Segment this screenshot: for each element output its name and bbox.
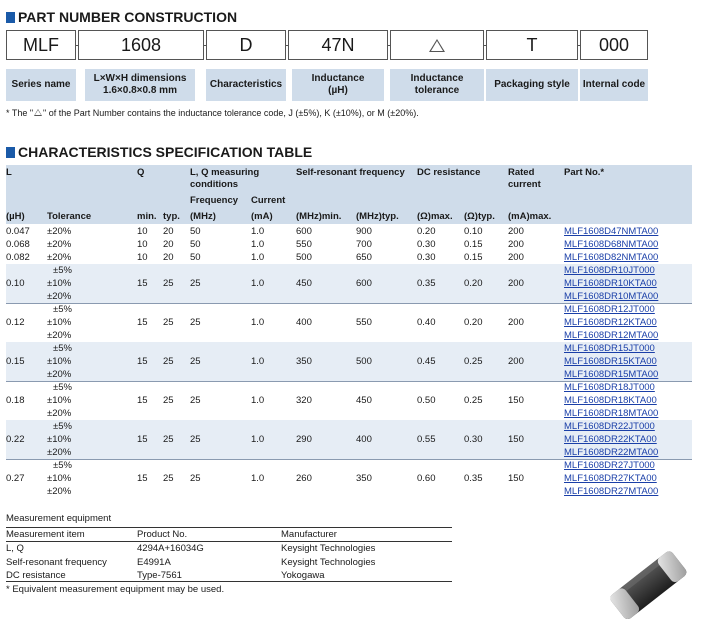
cell-l: 0.10 (6, 278, 25, 289)
measurement-header: Manufacturer (281, 529, 337, 540)
cell-srftyp: 650 (356, 252, 372, 263)
part-number-link[interactable]: MLF1608DR18JT000 (564, 382, 655, 393)
hdr-dcr: DC resistance (417, 167, 481, 178)
hdr-freq-unit: (MHz) (190, 211, 216, 222)
cell-srfmin: 450 (296, 278, 312, 289)
pn-title-text: PART NUMBER CONSTRUCTION (18, 9, 238, 25)
pn-note (6, 108, 419, 118)
cell-srfmin: 260 (296, 473, 312, 484)
cell-srfmin: 500 (296, 252, 312, 263)
cell-freq: 25 (190, 356, 201, 367)
cell-qtyp: 25 (163, 473, 174, 484)
cell-qmin: 10 (137, 226, 148, 237)
cell-freq: 50 (190, 252, 201, 263)
pn-label-0 (6, 69, 76, 101)
cell-srftyp: 500 (356, 356, 372, 367)
cell-dcrmax: 0.35 (417, 278, 436, 289)
measurement-note: * Equivalent measurement equipment may be used. (6, 584, 225, 595)
cell-rated: 200 (508, 317, 524, 328)
hdr-srf-min: (MHz)min. (296, 211, 342, 222)
part-number-link[interactable]: MLF1608DR22MTA00 (564, 447, 659, 458)
cell-qmin: 15 (137, 473, 148, 484)
cell-dcrtyp: 0.20 (464, 317, 483, 328)
part-number-link[interactable]: MLF1608DR22JT000 (564, 421, 655, 432)
cell-tolerance: ±20% (47, 486, 72, 497)
pn-section-title (6, 9, 237, 25)
hdr-lq-cond-2: conditions (190, 179, 239, 190)
hdr-srf-typ: (MHz)typ. (356, 211, 399, 222)
cell-qtyp: 20 (163, 252, 174, 263)
measurement-cell: Type-7561 (137, 570, 182, 581)
cell-srfmin: 350 (296, 356, 312, 367)
cell-freq: 25 (190, 317, 201, 328)
cell-dcrtyp: 0.15 (464, 252, 483, 263)
triangle-icon (429, 39, 445, 52)
measurement-cell: E4991A (137, 556, 171, 568)
hdr-current: Current (251, 195, 286, 206)
pn-note-end: " of the Part Number contains the inductance tolerance code, J (±5%), K (±10%), or M (±20%). (43, 108, 419, 118)
cell-srfmin: 600 (296, 226, 312, 237)
measurement-cell: Keysight Technologies (281, 556, 376, 568)
cell-qmin: 10 (137, 252, 148, 263)
cell-tolerance: ±5% (53, 421, 72, 432)
spec-table-header (6, 165, 692, 224)
hdr-lq-cond-1: L, Q measuring (190, 167, 260, 178)
cell-tolerance: ±10% (47, 395, 72, 406)
cell-dcrtyp: 0.35 (464, 473, 483, 484)
part-number-link[interactable]: MLF1608DR27JT000 (564, 460, 655, 471)
hdr-tolerance: Tolerance (47, 211, 92, 222)
part-number-link[interactable]: MLF1608DR22KTA00 (564, 434, 657, 445)
cell-tolerance: ±20% (47, 330, 72, 341)
pn-code-box-6 (580, 30, 648, 60)
measurement-cell: Self-resonant frequency (6, 556, 107, 568)
cell-srfmin: 320 (296, 395, 312, 406)
hdr-rated-1: Rated (508, 167, 535, 178)
chip-inductor-image (604, 548, 694, 624)
cell-tolerance: ±10% (47, 473, 72, 484)
cell-l: 0.047 (6, 226, 30, 237)
measurement-cell: DC resistance (6, 570, 66, 581)
cell-l: 0.082 (6, 252, 30, 263)
cell-qmin: 10 (137, 239, 148, 250)
part-number-link[interactable]: MLF1608D68NMTA00 (564, 239, 659, 250)
cell-freq: 25 (190, 434, 201, 445)
cell-freq: 50 (190, 226, 201, 237)
cell-dcrtyp: 0.10 (464, 226, 483, 237)
measurement-header: Measurement item (6, 529, 85, 540)
cell-dcrmax: 0.30 (417, 239, 436, 250)
cell-qtyp: 20 (163, 226, 174, 237)
part-number-link[interactable]: MLF1608DR15KTA00 (564, 356, 657, 367)
pn-label-line: Inductance (311, 73, 365, 84)
cell-qtyp: 25 (163, 356, 174, 367)
pn-code-text: 1608 (120, 34, 162, 55)
cell-dcrmax: 0.45 (417, 356, 436, 367)
hdr-srf: Self-resonant frequency (296, 167, 405, 178)
cell-curr: 1.0 (251, 252, 265, 263)
pn-code-box-0 (6, 30, 76, 60)
spec-section-title (6, 144, 312, 160)
pn-code-text: MLF (23, 34, 59, 55)
cell-tolerance: ±20% (47, 447, 72, 458)
cell-rated: 200 (508, 356, 524, 367)
hdr-curr-unit: (mA) (251, 211, 273, 222)
measurement-cell: L, Q (6, 543, 24, 554)
hdr-q: Q (137, 167, 145, 178)
part-number-link[interactable]: MLF1608DR18KTA00 (564, 395, 657, 406)
pn-label-line: Series name (11, 79, 71, 90)
cell-tolerance: ±10% (47, 317, 72, 328)
cell-tolerance: ±20% (47, 291, 72, 302)
pn-note-start: * The " (6, 108, 34, 118)
cell-qtyp: 25 (163, 434, 174, 445)
pn-label-2 (206, 69, 286, 101)
cell-tolerance: ±20% (47, 408, 72, 419)
cell-dcrmax: 0.40 (417, 317, 436, 328)
cell-rated: 200 (508, 226, 524, 237)
cell-qtyp: 25 (163, 278, 174, 289)
triangle-icon (34, 109, 42, 116)
pn-label-1 (85, 69, 195, 101)
pn-code-text: 000 (598, 34, 630, 55)
pn-code-text: T (526, 34, 538, 55)
cell-tolerance: ±20% (47, 239, 72, 250)
part-number-link[interactable]: MLF1608DR10KTA00 (564, 278, 657, 289)
cell-freq: 25 (190, 278, 201, 289)
hdr-frequency: Frequency (190, 195, 239, 206)
cell-freq: 50 (190, 239, 201, 250)
pn-label-5 (486, 69, 578, 101)
cell-l: 0.18 (6, 395, 25, 406)
cell-qmin: 15 (137, 395, 148, 406)
cell-tolerance: ±5% (53, 382, 72, 393)
part-number-link[interactable]: MLF1608DR15JT000 (564, 343, 655, 354)
pn-label-line: L×W×H dimensions (93, 73, 187, 84)
measurement-cell: 4294A+16034G (137, 543, 204, 554)
cell-curr: 1.0 (251, 278, 265, 289)
cell-rated: 150 (508, 434, 524, 445)
cell-qtyp: 25 (163, 395, 174, 406)
cell-dcrtyp: 0.25 (464, 356, 483, 367)
cell-qmin: 15 (137, 434, 148, 445)
cell-freq: 25 (190, 395, 201, 406)
cell-dcrmax: 0.20 (417, 226, 436, 237)
measurement-title: Measurement equipment (6, 513, 112, 524)
measurement-cell: Keysight Technologies (281, 543, 376, 554)
pn-label-line: Characteristics (209, 79, 283, 90)
pn-label-line: Inductance (410, 73, 464, 84)
cell-dcrmax: 0.55 (417, 434, 436, 445)
pn-code-box-5 (486, 30, 578, 60)
cell-srftyp: 900 (356, 226, 372, 237)
cell-l: 0.27 (6, 473, 25, 484)
cell-tolerance: ±5% (53, 265, 72, 276)
pn-label-line: Internal code (582, 79, 646, 90)
part-number-link[interactable]: MLF1608DR12MTA00 (564, 330, 659, 341)
cell-qmin: 15 (137, 356, 148, 367)
cell-srftyp: 700 (356, 239, 372, 250)
hdr-partno: Part No.* (564, 167, 605, 178)
cell-qtyp: 20 (163, 239, 174, 250)
cell-srftyp: 550 (356, 317, 372, 328)
pn-label-4 (390, 69, 484, 101)
cell-srftyp: 400 (356, 434, 372, 445)
cell-tolerance: ±5% (53, 304, 72, 315)
part-number-link[interactable]: MLF1608DR27MTA00 (564, 486, 659, 497)
title-square-icon (6, 147, 15, 158)
cell-qtyp: 25 (163, 317, 174, 328)
part-number-link[interactable]: MLF1608DR10MTA00 (564, 291, 659, 302)
pn-code-box-1 (78, 30, 204, 60)
measurement-cell: Yokogawa (281, 570, 325, 581)
cell-l: 0.22 (6, 434, 25, 445)
cell-dcrtyp: 0.15 (464, 239, 483, 250)
cell-dcrmax: 0.60 (417, 473, 436, 484)
pn-label-6 (580, 69, 648, 101)
hdr-dcr-max: (Ω)max. (417, 211, 453, 222)
cell-curr: 1.0 (251, 317, 265, 328)
part-number-link[interactable]: MLF1608DR12JT000 (564, 304, 655, 315)
cell-tolerance: ±20% (47, 369, 72, 380)
pn-code-box-2 (206, 30, 286, 60)
cell-dcrmax: 0.30 (417, 252, 436, 263)
cell-dcrtyp: 0.25 (464, 395, 483, 406)
measurement-rule (6, 541, 452, 542)
cell-tolerance: ±10% (47, 356, 72, 367)
cell-tolerance: ±5% (53, 343, 72, 354)
pn-code-text: D (239, 34, 253, 55)
measurement-rule (6, 527, 452, 528)
cell-srfmin: 550 (296, 239, 312, 250)
pn-label-line: tolerance (414, 85, 460, 96)
cell-curr: 1.0 (251, 395, 265, 406)
hdr-q-typ: typ. (163, 211, 180, 222)
cell-dcrmax: 0.50 (417, 395, 436, 406)
part-number-link[interactable]: MLF1608DR12KTA00 (564, 317, 657, 328)
hdr-dcr-typ: (Ω)typ. (464, 211, 495, 222)
cell-curr: 1.0 (251, 473, 265, 484)
cell-tolerance: ±5% (53, 460, 72, 471)
part-number-link[interactable]: MLF1608DR18MTA00 (564, 408, 659, 419)
cell-dcrtyp: 0.20 (464, 278, 483, 289)
cell-rated: 200 (508, 239, 524, 250)
cell-srfmin: 400 (296, 317, 312, 328)
cell-srfmin: 290 (296, 434, 312, 445)
hdr-l: L (6, 167, 12, 178)
cell-rated: 200 (508, 278, 524, 289)
pn-code-text: 47N (321, 34, 355, 55)
cell-tolerance: ±10% (47, 278, 72, 289)
part-number-link[interactable]: MLF1608DR15MTA00 (564, 369, 659, 380)
cell-curr: 1.0 (251, 356, 265, 367)
cell-freq: 25 (190, 473, 201, 484)
hdr-l-unit: (µH) (6, 211, 25, 222)
cell-rated: 150 (508, 473, 524, 484)
pn-code-box-3 (288, 30, 388, 60)
cell-tolerance: ±10% (47, 434, 72, 445)
title-square-icon (6, 12, 15, 23)
cell-curr: 1.0 (251, 226, 265, 237)
cell-rated: 200 (508, 252, 524, 263)
part-number-link[interactable]: MLF1608D47NMTA00 (564, 226, 659, 237)
cell-srftyp: 450 (356, 395, 372, 406)
cell-qmin: 15 (137, 278, 148, 289)
hdr-q-min: min. (137, 211, 157, 222)
cell-curr: 1.0 (251, 434, 265, 445)
pn-label-line: Packaging style (494, 79, 570, 90)
cell-qmin: 15 (137, 317, 148, 328)
cell-tolerance: ±20% (47, 226, 72, 237)
measurement-header: Product No. (137, 529, 188, 540)
cell-srftyp: 600 (356, 278, 372, 289)
hdr-rated-2: current (508, 179, 541, 190)
pn-code-box-4 (390, 30, 484, 60)
part-number-link[interactable]: MLF1608DR27KTA00 (564, 473, 657, 484)
cell-srftyp: 350 (356, 473, 372, 484)
cell-tolerance: ±20% (47, 252, 72, 263)
cell-dcrtyp: 0.30 (464, 434, 483, 445)
measurement-rule (6, 581, 452, 582)
part-number-link[interactable]: MLF1608D82NMTA00 (564, 252, 659, 263)
spec-title-text: CHARACTERISTICS SPECIFICATION TABLE (18, 144, 313, 160)
pn-label-3 (292, 69, 384, 101)
cell-rated: 150 (508, 395, 524, 406)
cell-l: 0.068 (6, 239, 30, 250)
cell-l: 0.12 (6, 317, 25, 328)
hdr-rated-unit: (mA)max. (508, 211, 552, 222)
part-number-link[interactable]: MLF1608DR10JT000 (564, 265, 655, 276)
cell-l: 0.15 (6, 356, 25, 367)
pn-label-line: 1.6×0.8×0.8 mm (103, 85, 177, 96)
pn-label-line: (µH) (328, 85, 348, 96)
cell-curr: 1.0 (251, 239, 265, 250)
